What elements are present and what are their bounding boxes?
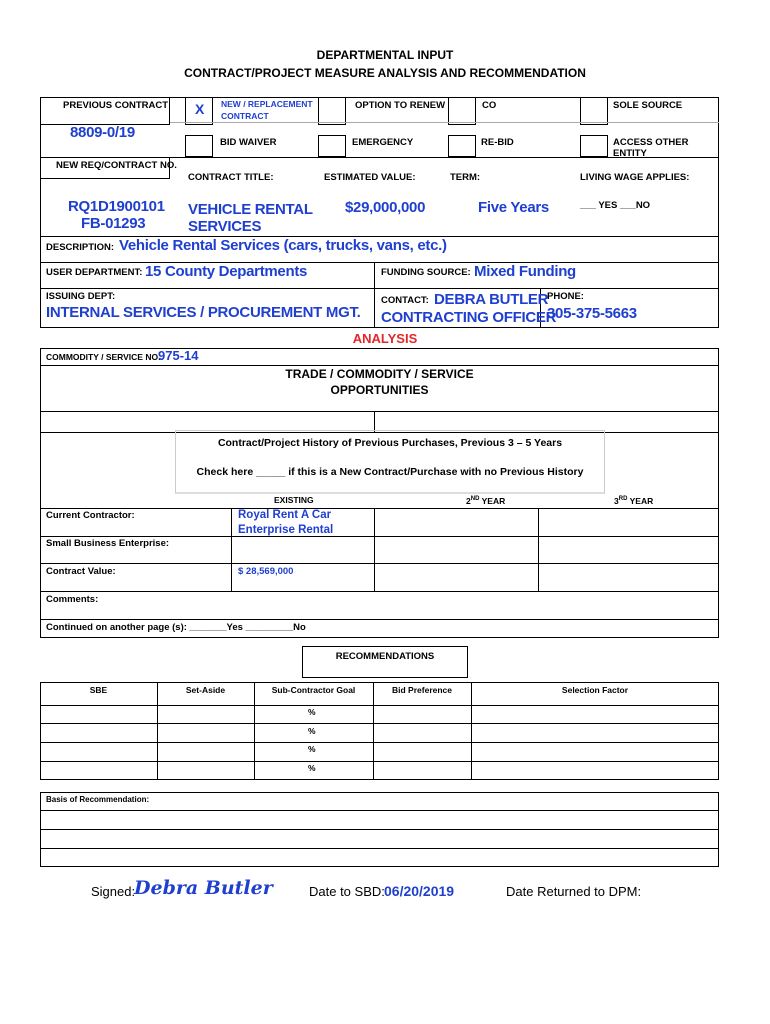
percent-cell: %	[308, 744, 316, 754]
col-existing: EXISTING	[274, 495, 314, 505]
divider	[40, 742, 719, 743]
col-sbe: SBE	[89, 685, 108, 695]
re-bid-checkbox[interactable]	[448, 135, 476, 157]
dotted-divider	[170, 122, 719, 123]
option-renew-checkbox[interactable]	[318, 97, 346, 125]
contract-value-label: Contract Value:	[46, 566, 116, 577]
estimated-value: $29,000,000	[345, 199, 426, 216]
user-dept-value: 15 County Departments	[145, 263, 308, 280]
sole-source-checkbox[interactable]	[580, 97, 608, 125]
sbe-label: Small Business Enterprise:	[46, 538, 170, 549]
divider	[538, 508, 539, 591]
phone-label: PHONE:	[547, 291, 584, 302]
continued-line[interactable]: Continued on another page (s): _______Yes _________No	[46, 622, 306, 633]
col-2nd-year: 2ND YEAR	[466, 495, 506, 506]
date-returned-label: Date Returned to DPM:	[506, 884, 642, 899]
recommendations-table	[40, 682, 719, 780]
divider	[231, 508, 232, 591]
access-other-label-1: ACCESS OTHER	[613, 137, 689, 148]
signature: Debra Butler	[134, 877, 273, 899]
contract-title-label: CONTRACT TITLE:	[188, 172, 274, 183]
title-line-1: DEPARTMENTAL INPUT	[316, 48, 454, 62]
divider	[374, 288, 375, 328]
previous-contract-value: 8809-0/19	[70, 124, 135, 141]
new-replacement-label-1: NEW / REPLACEMENT	[221, 99, 313, 109]
divider	[40, 810, 719, 811]
divider	[40, 761, 719, 762]
living-wage-yes-no[interactable]: ___ YES ___NO	[580, 200, 651, 211]
divider	[40, 705, 719, 706]
term-value: Five Years	[478, 199, 549, 216]
signed-label: Signed:	[91, 884, 136, 899]
phone-value: 305-375-5663	[547, 305, 637, 322]
description-label: DESCRIPTION:	[46, 242, 115, 253]
basis-label: Basis of Recommendation:	[46, 795, 150, 804]
divider	[40, 411, 719, 412]
trade-heading-1: TRADE / COMMODITY / SERVICE	[285, 367, 474, 381]
previous-contract-label: PREVIOUS CONTRACT	[63, 100, 169, 111]
option-to-renew-label: OPTION TO RENEW	[355, 100, 446, 111]
percent-cell: %	[308, 763, 316, 773]
sole-source-label: SOLE SOURCE	[613, 100, 683, 111]
divider	[373, 682, 374, 780]
access-other-checkbox[interactable]	[580, 135, 608, 157]
estimated-value-label: ESTIMATED VALUE:	[324, 172, 416, 183]
contract-title-2: SERVICES	[188, 218, 262, 235]
divider	[374, 508, 375, 591]
divider	[254, 682, 255, 780]
divider	[40, 723, 719, 724]
divider	[40, 563, 719, 564]
divider	[40, 829, 719, 830]
date-sbd-value: 06/20/2019	[384, 883, 455, 899]
divider	[40, 536, 719, 537]
funding-source-label: FUNDING SOURCE:	[381, 267, 471, 278]
funding-source-value: Mixed Funding	[474, 263, 576, 280]
issuing-dept-label: ISSUING DEPT:	[46, 291, 116, 302]
title-line-2: CONTRACT/PROJECT MEASURE ANALYSIS AND RECOMMENDATION	[184, 66, 586, 80]
divider	[374, 262, 375, 289]
current-contractor-1: Royal Rent A Car	[238, 509, 332, 521]
contact-title: CONTRACTING OFFICER	[381, 309, 557, 326]
check-here-line[interactable]: Check here _____ if this is a New Contract/Purchase with no Previous History	[196, 466, 584, 478]
divider	[40, 619, 719, 620]
divider	[40, 848, 719, 849]
access-other-label-2: ENTITY	[613, 148, 647, 159]
req-no-1: RQ1D1900101	[68, 198, 165, 215]
current-contractor-2: Enterprise Rental	[238, 524, 334, 536]
co-label: CO	[482, 100, 497, 111]
col-selection-factor: Selection Factor	[561, 685, 629, 695]
living-wage-label: LIVING WAGE APPLIES:	[580, 172, 690, 183]
comments-label: Comments:	[46, 594, 99, 605]
description-value: Vehicle Rental Services (cars, trucks, vans, etc.)	[119, 237, 447, 254]
contact-label: CONTACT:	[381, 295, 429, 306]
bid-waiver-checkbox[interactable]	[185, 135, 213, 157]
emergency-label: EMERGENCY	[352, 137, 414, 148]
contract-value: $ 28,569,000	[238, 566, 294, 577]
trade-heading-2: OPPORTUNITIES	[330, 383, 429, 397]
col-set-aside: Set-Aside	[185, 685, 226, 695]
divider	[374, 411, 375, 432]
user-dept-label: USER DEPARTMENT:	[46, 267, 143, 278]
co-checkbox[interactable]	[448, 97, 476, 125]
new-req-label: NEW REQ/CONTRACT NO.	[56, 160, 177, 171]
contact-name: DEBRA BUTLER	[434, 291, 549, 308]
divider	[40, 591, 719, 592]
col-3rd-year: 3RD YEAR	[614, 495, 654, 506]
col-bid-preference: Bid Preference	[392, 685, 452, 695]
divider	[40, 508, 719, 509]
re-bid-label: RE-BID	[481, 137, 514, 148]
percent-cell: %	[308, 707, 316, 717]
current-contractor-label: Current Contractor:	[46, 510, 135, 521]
analysis-heading: ANALYSIS	[352, 331, 418, 346]
bid-waiver-label: BID WAIVER	[220, 137, 277, 148]
divider	[40, 365, 719, 366]
emergency-checkbox[interactable]	[318, 135, 346, 157]
col-sub-contractor-goal: Sub-Contractor Goal	[271, 685, 356, 695]
history-heading: Contract/Project History of Previous Purchases, Previous 3 – 5 Years	[217, 437, 563, 449]
contract-title-1: VEHICLE RENTAL	[188, 201, 313, 218]
divider	[157, 682, 158, 780]
recommendations-heading: RECOMMENDATIONS	[335, 651, 435, 662]
commodity-value: 975-14	[158, 348, 199, 363]
req-no-2: FB-01293	[81, 215, 146, 232]
term-label: TERM:	[450, 172, 481, 183]
divider	[471, 682, 472, 780]
new-replacement-label-2: CONTRACT	[221, 111, 269, 121]
commodity-label: COMMODITY / SERVICE NO.:	[46, 352, 164, 362]
date-sbd-label: Date to SBD:	[309, 884, 385, 899]
new-replacement-mark: X	[195, 101, 205, 117]
percent-cell: %	[308, 726, 316, 736]
issuing-dept-value: INTERNAL SERVICES / PROCUREMENT MGT.	[46, 304, 361, 321]
